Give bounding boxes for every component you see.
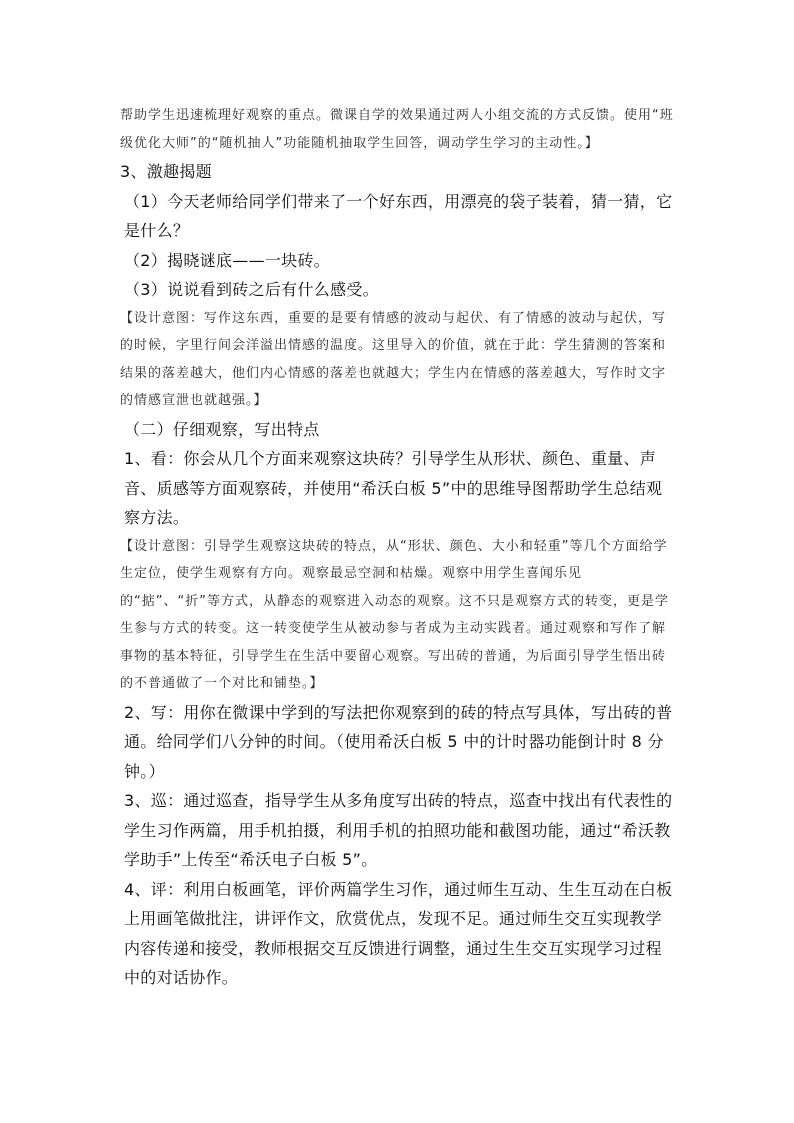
look-step-paragraph: 1、看：你会从几个方面来观察这块砖？引导学生从形状、颜色、重量、声音、质感等方面观察砖，并使用“希沃白板 5”中的思维导图帮助学生总结观察方法。	[124, 449, 663, 527]
step-1-paragraph: （1）今天老师给同学们带来了一个好东西，用漂亮的袋子装着，猜一猜，它是什么？	[124, 191, 673, 240]
design-intent-note-2: 【设计意图：引导学生观察这块砖的特点，从“形状、颜色、大小和轻重”等几个方面给学生定位，使学生观察有方向。观察最忌空洞和枯燥。观察中用学生喜闻乐见的“掂”、“折”等方式，从静态的观察进入动态的观察。这不只是观察方式的转变，更是学生参与方式的转变。这一转变使学生从被动参与者成为主动实践者。通过观察和写作了解事物的基本特征，引导学生在生活中要留心观察。写出砖的普通，为后面引导学生悟出砖的不普通做了一个对比和铺垫。】	[120, 538, 669, 691]
write-step-paragraph: 2、写：用你在微课中学到的写法把你观察到的砖的特点写具体，写出砖的普通。给同学们八分钟的时间。（使用希沃白板 5 中的计时器功能倒计时 8 分钟。）	[124, 702, 673, 781]
design-intent-continuation: 帮助学生迅速梳理好观察的重点。微课自学的效果通过两人小组交流的方式反馈。使用“班级优化大师”的“随机抽人”功能随机抽取学生回答，调动学生学习的主动性。】	[120, 108, 674, 151]
step-2-paragraph: （2）揭晓谜底——一块砖。	[124, 250, 331, 270]
patrol-step-paragraph: 3、巡：通过巡查，指导学生从多角度写出砖的特点，巡查中找出有代表性的学生习作两篇，用手机拍摄，利用手机的拍照功能和截图功能，通过“希沃教学助手”上传至“希沃电子白板 5”。	[124, 791, 673, 869]
document-body	[120, 102, 676, 993]
section-heading-observe: （二）仔细观察，写出特点	[124, 419, 320, 439]
design-intent-note-1: 【设计意图：写作这东西，重要的是要有情感的波动与起伏、有了情感的波动与起伏，写的时候，字里行间会洋溢出情感的温度。这里导入的价值，就在于此：学生猜测的答案和结果的落差越大，他们内心情感的落差也就越大；学生内在情感的落差越大，写作时文字的情感宣泄也就越强。】	[120, 310, 667, 408]
section-heading-3: 3、激趣揭题	[120, 162, 212, 181]
evaluate-step-paragraph: 4、评：利用白板画笔，评价两篇学生习作，通过师生互动、生生互动在白板上用画笔做批注，讲评作文，欣赏优点，发现不足。通过师生交互实现教学内容传递和接受，教师根据交互反馈进行调整，通过生生交互实现学习过程中的对话协作。	[124, 879, 673, 987]
step-3-paragraph: （3）说说看到砖之后有什么感受。	[124, 280, 379, 299]
